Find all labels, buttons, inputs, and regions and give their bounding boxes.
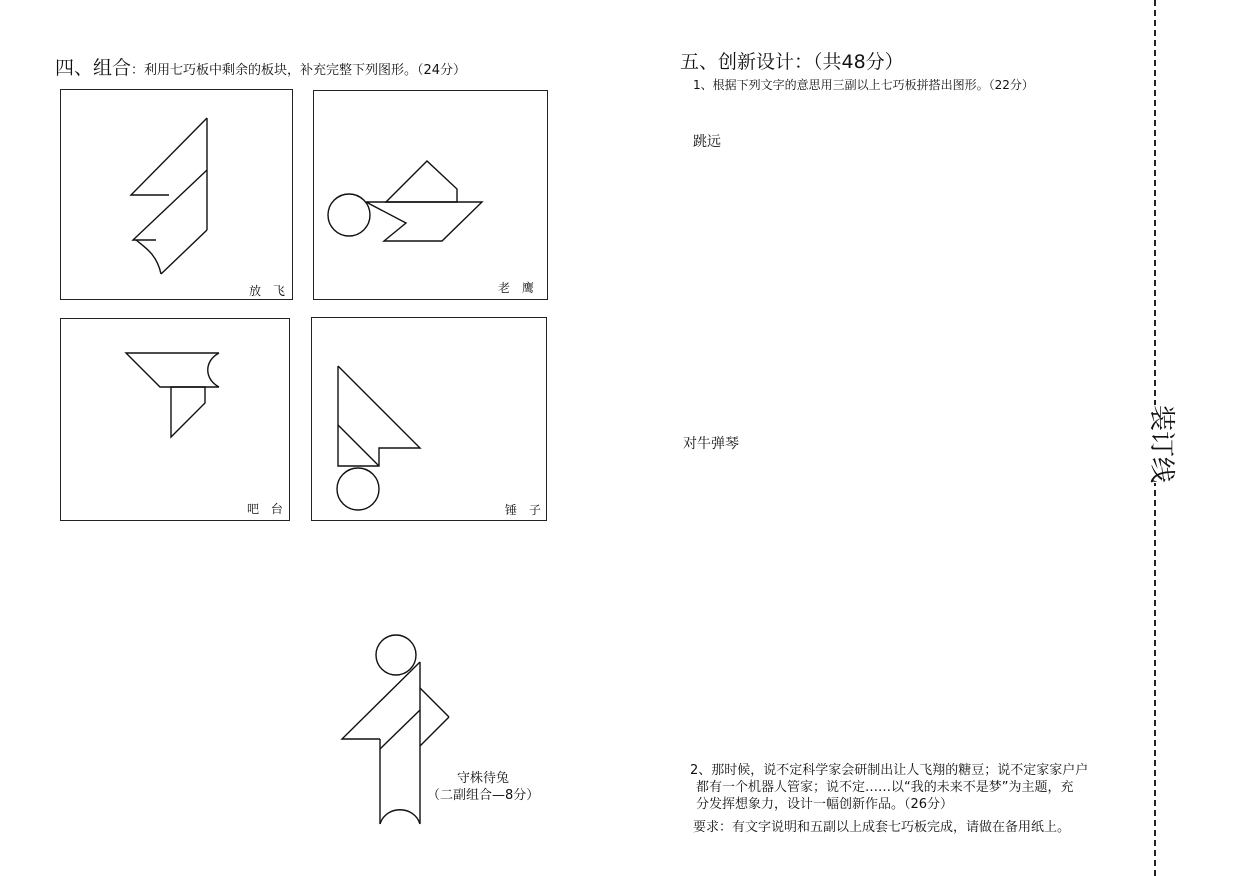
section4-title-main: 四、组合 [55,57,132,79]
panel-label-laoying: 老 鹰 [498,281,538,295]
section5-title: 五、创新设计：（共48分） [680,51,904,73]
panel-label-batai: 吧 台 [247,502,287,516]
q2-line-3: 分发挥想象力，设计一幅创新作品。（26分） [696,797,954,812]
tangram-batai-figure [61,319,291,522]
panel-batai [60,318,290,521]
bottom-figure-note: （二副组合—8分） [427,788,540,803]
panel-chuizi [311,317,547,521]
panel-laoying [313,90,548,300]
section4-title-sub: ：利用七巧板中剩余的板块，补充完整下列图形。（24分） [131,63,467,78]
section5-requirement: 要求：有文字说明和五副以上成套七巧板完成，请做在备用纸上。 [693,820,1071,835]
section5-q1: 1、根据下列文字的意思用三副以上七巧板拼搭出图形。（22分） [693,78,1034,92]
panel-fangfei [60,89,293,300]
tangram-laoying-figure [314,91,549,301]
word-tiaoyuan: 跳远 [693,134,721,150]
q2-line-1: 2、那时候，说不定科学家会研制出让人飞翔的糖豆；说不定家家户户 [690,763,1089,778]
binding-label: 装订线 [1146,405,1176,484]
section5-q2 [690,761,1088,815]
tangram-chuizi-figure [312,318,548,522]
section4-title [55,53,466,80]
panel-label-chuizi: 锤 子 [505,503,545,517]
q2-line-2: 都有一个机器人管家；说不定……以“我的未来不是梦”为主题，充 [696,780,1074,795]
bottom-figure-label: 守株待兔 [457,771,510,786]
tangram-fangfei-figure [61,90,294,301]
panel-label-fangfei: 放 飞 [249,284,289,298]
word-duiniutanqin: 对牛弹琴 [683,436,739,452]
